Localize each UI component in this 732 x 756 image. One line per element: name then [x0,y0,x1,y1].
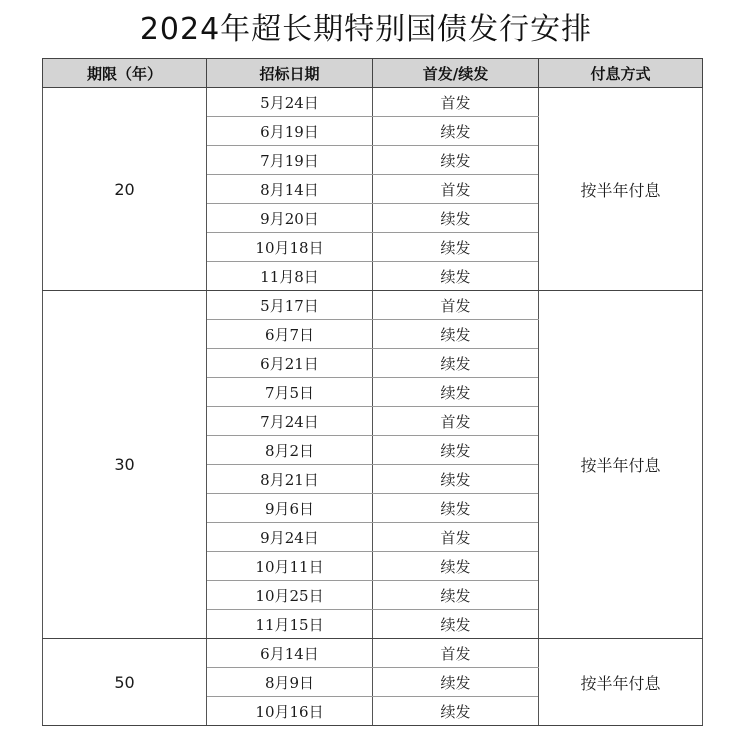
date-cell: 11月15日 [207,610,373,639]
date-cell: 6月19日 [207,117,373,146]
date-cell: 6月14日 [207,639,373,668]
type-cell: 续发 [373,320,539,349]
date-cell: 9月6日 [207,494,373,523]
payment-cell: 按半年付息 [539,639,703,726]
table-header-row [43,59,703,88]
date-cell: 7月19日 [207,146,373,175]
type-cell: 续发 [373,262,539,291]
type-cell: 续发 [373,204,539,233]
type-cell: 首发 [373,639,539,668]
date-cell: 10月25日 [207,581,373,610]
date-cell: 10月11日 [207,552,373,581]
page-title: 2024年超长期特别国债发行安排 [139,12,593,47]
type-cell: 首发 [373,407,539,436]
date-cell: 6月21日 [207,349,373,378]
type-cell: 续发 [373,697,539,726]
table-row [43,291,703,320]
header-payment: 付息方式 [539,59,703,88]
table-row [43,639,703,668]
type-cell: 续发 [373,494,539,523]
header-date: 招标日期 [207,59,373,88]
date-cell: 10月18日 [207,233,373,262]
date-cell: 8月21日 [207,465,373,494]
type-cell: 续发 [373,465,539,494]
date-cell: 11月8日 [207,262,373,291]
date-cell: 7月24日 [207,407,373,436]
payment-cell: 按半年付息 [539,291,703,639]
date-cell: 7月5日 [207,378,373,407]
term-cell: 20 [43,88,207,291]
type-cell: 续发 [373,668,539,697]
date-cell: 5月17日 [207,291,373,320]
type-cell: 续发 [373,378,539,407]
header-type: 首发/续发 [373,59,539,88]
date-cell: 9月20日 [207,204,373,233]
date-cell: 8月2日 [207,436,373,465]
date-cell: 6月7日 [207,320,373,349]
date-cell: 5月24日 [207,88,373,117]
type-cell: 续发 [373,610,539,639]
type-cell: 续发 [373,436,539,465]
header-term: 期限（年） [43,59,207,88]
type-cell: 首发 [373,291,539,320]
type-cell: 续发 [373,233,539,262]
type-cell: 续发 [373,581,539,610]
term-cell: 50 [43,639,207,726]
type-cell: 续发 [373,349,539,378]
date-cell: 8月9日 [207,668,373,697]
payment-cell: 按半年付息 [539,88,703,291]
date-cell: 8月14日 [207,175,373,204]
type-cell: 续发 [373,552,539,581]
type-cell: 续发 [373,117,539,146]
term-cell: 30 [43,291,207,639]
date-cell: 9月24日 [207,523,373,552]
type-cell: 续发 [373,146,539,175]
bond-schedule-table [42,58,703,726]
type-cell: 首发 [373,175,539,204]
type-cell: 首发 [373,88,539,117]
type-cell: 首发 [373,523,539,552]
table-row [43,88,703,117]
date-cell: 10月16日 [207,697,373,726]
